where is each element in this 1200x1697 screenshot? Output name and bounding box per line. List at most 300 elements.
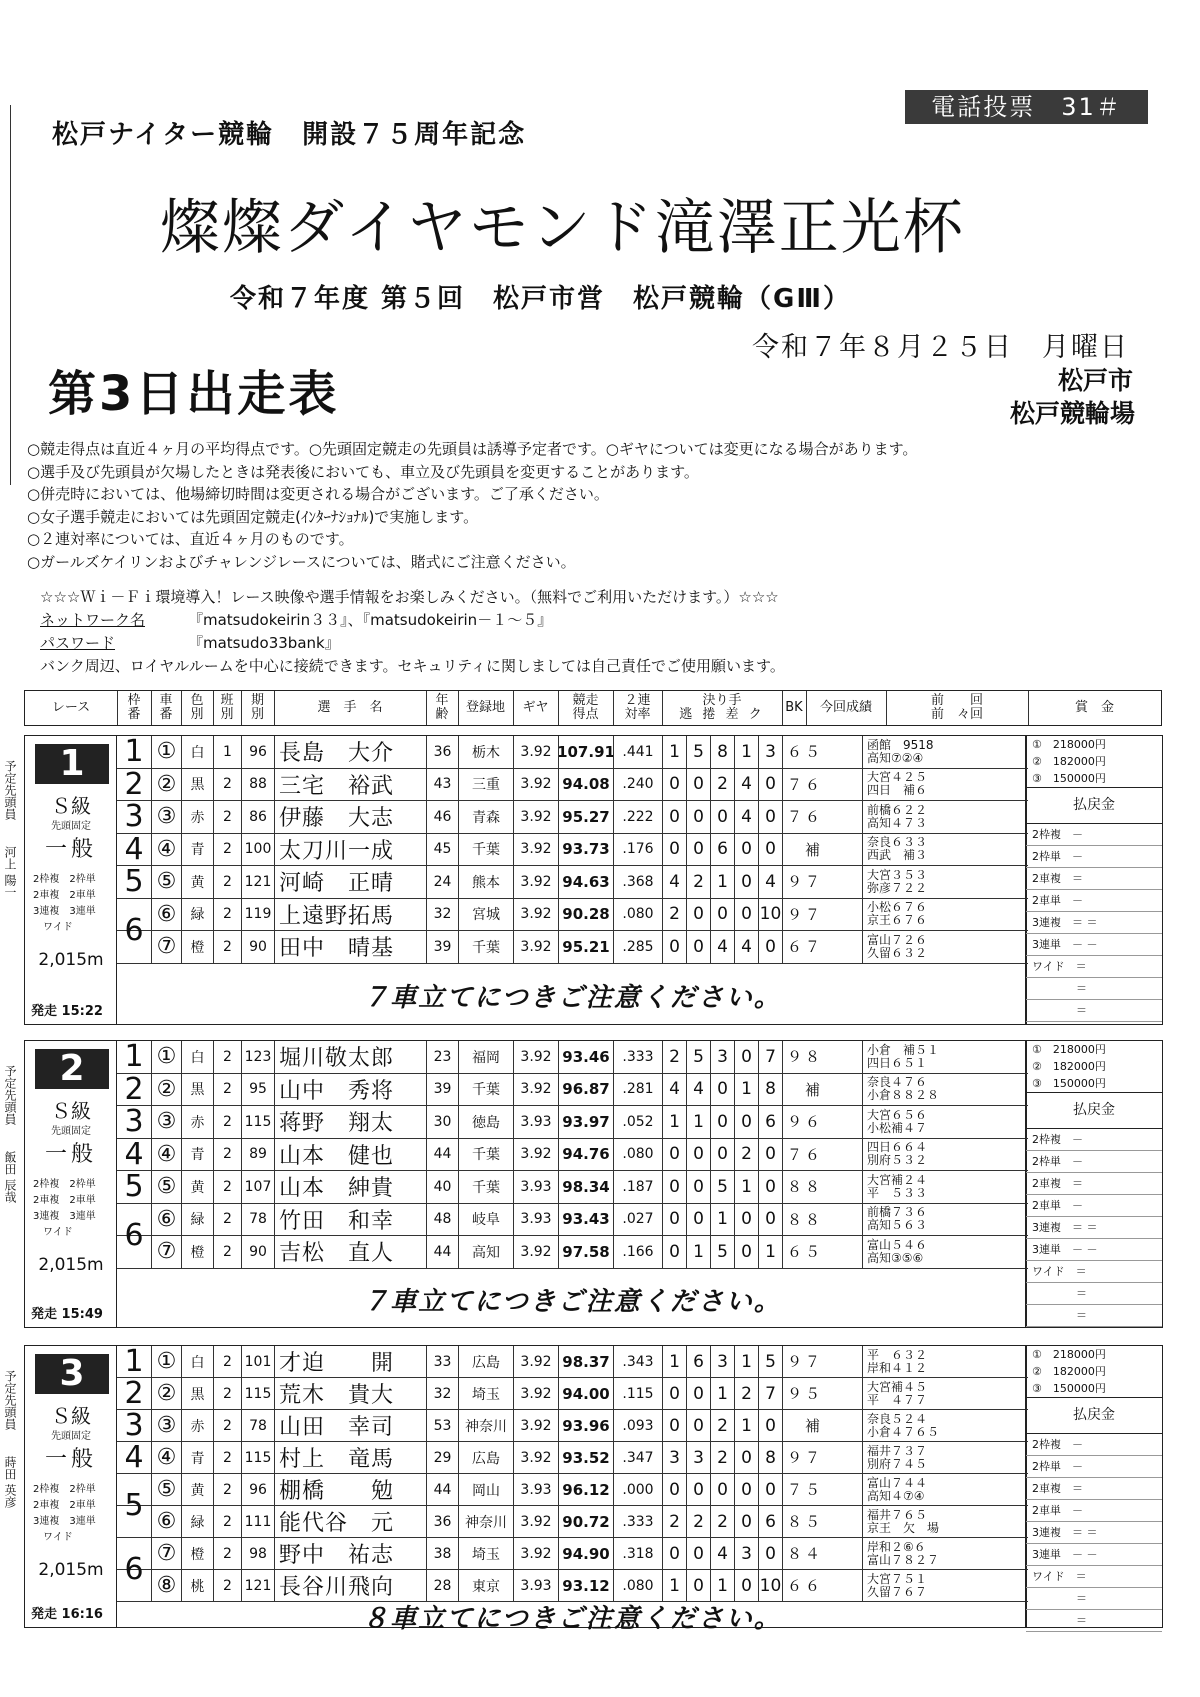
frame-number: 6 [117,899,151,964]
prev-result: 富山７２６ [867,932,928,947]
rider-name: 山本 健也 [274,1139,426,1171]
rider-bk: 10 [758,899,782,931]
rider-age: 46 [426,801,458,833]
rider-name: 野中 祐志 [274,1538,426,1569]
rider-age: 39 [426,931,458,963]
payout-row: ワイド ＝ [1026,1566,1162,1588]
rider-car: ⑥ [151,899,181,931]
frame-number: 5 [117,1171,151,1204]
rider-row [117,1378,1028,1410]
rider-color: 白 [181,1346,213,1377]
rider-region: 千葉 [458,1074,513,1106]
rider-color: 青 [181,1139,213,1171]
payout-row: 2車複 ＝ [1026,1478,1162,1500]
rider-results: ９７ [782,1346,862,1377]
payout-row: 3連単 － － [1026,934,1162,956]
rider-ki: 88 [241,769,274,801]
rider-points: 93.97 [558,1106,613,1138]
rider-rentai: .222 [613,801,662,833]
rider-bk: 6 [758,1106,782,1138]
rider-name: 堀川敬太郎 [274,1041,426,1073]
rider-age: 44 [426,1139,458,1171]
rider-gear: 3.92 [513,736,558,768]
main-title: 燦燦ダイヤモンド滝澤正光杯 [160,193,965,263]
rider-ki: 96 [241,1474,274,1505]
rider-han: 2 [213,1236,241,1268]
prize-amount: ① 218000円 [1032,1043,1106,1056]
rider-mark: 4 [734,931,758,963]
rider-region: 広島 [458,1442,513,1473]
rider-gear: 3.92 [513,769,558,801]
rider-sashi: 5 [710,1236,734,1268]
rider-prev-results [862,1378,1027,1409]
prev-prev-result: 久留６３２ [867,945,928,960]
rider-sashi: 0 [710,899,734,931]
rider-color: 緑 [181,1506,213,1537]
rider-makuri: 0 [686,1378,710,1409]
race-number: 1 [35,744,109,784]
rider-age: 36 [426,1506,458,1537]
race-start-time: 発走 16:16 [31,1607,103,1622]
rider-sashi: 2 [710,1410,734,1441]
frame-number: 4 [117,1139,151,1172]
rider-gear: 3.92 [513,834,558,866]
rider-name: 山中 秀将 [274,1074,426,1106]
rider-gear: 3.93 [513,1106,558,1138]
rider-mark: 0 [734,1204,758,1236]
rider-row [117,1074,1028,1107]
rider-mark: 1 [734,1410,758,1441]
rider-sashi: 0 [710,1106,734,1138]
rider-rentai: .318 [613,1538,662,1569]
prev-prev-result: 岸和４１２ [867,1360,928,1375]
rider-ki: 115 [241,1442,274,1473]
rider-color: 黒 [181,769,213,801]
rider-rentai: .176 [613,834,662,866]
rider-points: 98.34 [558,1171,613,1203]
rider-row [117,1538,1028,1570]
rider-color: 赤 [181,1106,213,1138]
rider-bk: 0 [758,1538,782,1569]
rider-mark: 0 [734,1474,758,1505]
rider-name: 吉松 直人 [274,1236,426,1268]
rider-results: ８８ [782,1171,862,1203]
pacer-label: 予定先頭員 [3,1065,17,1125]
rider-points: 94.63 [558,866,613,898]
rider-gear: 3.92 [513,1139,558,1171]
rider-age: 44 [426,1236,458,1268]
rider-mark: 1 [734,1171,758,1203]
rider-region: 埼玉 [458,1378,513,1409]
header-race: レース [51,700,91,715]
payout-row: 2車単 － [1026,1500,1162,1522]
rider-prev-results [862,866,1027,898]
rider-makuri: 0 [686,1570,710,1601]
frame-number: 2 [117,1378,151,1410]
rider-makuri: 2 [686,1506,710,1537]
rider-gear: 3.92 [513,866,558,898]
rider-nige: 3 [662,1442,686,1473]
rider-row [117,1139,1028,1172]
prev-result: 富山７４４ [867,1475,928,1490]
rider-rentai: .441 [613,736,662,768]
prev-prev-result: 小倉８８２８ [867,1088,940,1103]
race-info-panel [25,736,117,1024]
rider-bk: 0 [758,801,782,833]
prev-result: 平 ６３２ [867,1347,928,1362]
rider-name: 長谷川飛向 [274,1570,426,1601]
wifi-info [40,586,785,678]
rider-prev-results [862,1139,1027,1171]
rider-car: ⑤ [151,1171,181,1203]
rider-car: ⑤ [151,866,181,898]
frame-number: 2 [117,1074,151,1107]
rider-ki: 123 [241,1041,274,1073]
prev-prev-result: 平 ４７７ [867,1392,928,1407]
frame-number: 1 [117,1346,151,1378]
rider-points: 94.08 [558,769,613,801]
rider-name: 山本 紳貴 [274,1171,426,1203]
rider-color: 橙 [181,1538,213,1569]
rider-ki: 98 [241,1538,274,1569]
rider-rentai: .080 [613,1139,662,1171]
rider-makuri: 0 [686,931,710,963]
rider-nige: 4 [662,1074,686,1106]
rider-car: ③ [151,1410,181,1441]
rider-results: ７６ [782,801,862,833]
rider-makuri: 1 [686,1236,710,1268]
rider-bk: 3 [758,736,782,768]
rider-sashi: 0 [710,1074,734,1106]
rider-han: 2 [213,1506,241,1537]
rider-count-notice: ７車立てにつきご注意ください。 [362,1286,782,1317]
header-region: 登録地 [465,700,505,715]
rider-name: 河崎 正晴 [274,866,426,898]
rider-prev-results [862,801,1027,833]
payout-title: 払戻金 [1026,787,1162,824]
rider-prev-results [862,769,1027,801]
rider-nige: 0 [662,801,686,833]
header-color: 色 別 [190,693,204,722]
rider-prev-results [862,1474,1027,1505]
prev-prev-result: 高知③⑤⑥ [867,1250,924,1265]
rider-age: 28 [426,1570,458,1601]
rider-mark: 0 [734,1506,758,1537]
payout-title: 払戻金 [1026,1397,1162,1434]
header-name: 選 手 名 [317,700,383,715]
rider-bk: 0 [758,1410,782,1441]
rider-mark: 1 [734,1346,758,1377]
header-han: 班 別 [220,693,234,722]
prev-result: 前橋７３６ [867,1205,928,1220]
rider-mark: 2 [734,1378,758,1409]
rider-color: 緑 [181,899,213,931]
pacer-name: 蒔田 英彦 [3,1456,17,1508]
rider-row [117,866,1028,899]
rider-ki: 107 [241,1171,274,1203]
rider-points: 107.91 [558,736,613,768]
race-start-time: 発走 15:22 [31,1004,103,1019]
rider-mark: 0 [734,1106,758,1138]
rider-nige: 0 [662,1204,686,1236]
prev-prev-result: 京王 欠 場 [867,1520,940,1535]
pacer-label: 予定先頭員 [3,760,17,820]
rider-ki: 111 [241,1506,274,1537]
payout-row: 3連複 ＝ ＝ [1026,912,1162,934]
header-kimarite-types: 逃 捲 差 ク [679,707,765,722]
rider-prev-results [862,931,1027,963]
prev-result: 大宮補４５ [867,1379,928,1394]
rider-points: 94.90 [558,1538,613,1569]
rider-gear: 3.92 [513,931,558,963]
header-ki: 期 別 [250,693,264,722]
rider-gear: 3.93 [513,1204,558,1236]
wifi-network-label: ネットワーク名 [40,611,146,629]
payout-row: ワイド ＝ [1026,956,1162,978]
rider-region: 千葉 [458,1139,513,1171]
rider-results: ９７ [782,1442,862,1473]
rider-age: 30 [426,1106,458,1138]
rider-color: 緑 [181,1204,213,1236]
rider-ki: 78 [241,1204,274,1236]
rider-ki: 89 [241,1139,274,1171]
payout-row: 3連単 － － [1026,1239,1162,1261]
rider-age: 39 [426,1074,458,1106]
phone-vote-badge: 電話投票 31＃ [905,90,1148,124]
header-car: 車 番 [159,693,173,722]
rider-makuri: 0 [686,1139,710,1171]
rider-mark: 4 [734,769,758,801]
prev-result: 大宮６５６ [867,1107,928,1122]
rider-gear: 3.92 [513,1442,558,1473]
prev-result: 前橋６２２ [867,802,928,817]
wifi-password-label: パスワード [40,634,116,652]
payout-row: 3連複 ＝ ＝ [1026,1522,1162,1544]
rider-bk: 1 [758,1236,782,1268]
rider-ki: 121 [241,866,274,898]
bet-types [33,1482,117,1546]
rider-ki: 86 [241,801,274,833]
header-prize: 賞 金 [1074,700,1114,715]
rider-prev-results [862,1106,1027,1138]
race-distance: 2,015m [38,1255,104,1275]
rider-rentai: .000 [613,1474,662,1505]
race-grade: 一般 [44,837,97,862]
rider-gear: 3.92 [513,801,558,833]
rider-name: 上遠野拓馬 [274,899,426,931]
rider-rentai: .343 [613,1346,662,1377]
rider-region: 青森 [458,801,513,833]
prev-prev-result: 小松補４７ [867,1120,928,1135]
rider-row [117,1506,1028,1538]
payout-row: 2車複 ＝ [1026,1173,1162,1195]
rider-bk: 0 [758,1204,782,1236]
rider-points: 95.27 [558,801,613,833]
header-gear: ギヤ [522,700,549,715]
note-line: ○競走得点は直近４ヶ月の平均得点です。○先頭固定競走の先頭員は誘導予定者です。○ギヤについては変更になる場合があります。 [27,440,918,458]
rider-ki: 101 [241,1346,274,1377]
rider-car: ⑦ [151,1538,181,1569]
rider-bk: 0 [758,1171,782,1203]
rider-car: ④ [151,1442,181,1473]
rider-row [117,1171,1028,1204]
rider-gear: 3.93 [513,1171,558,1203]
rider-region: 岐阜 [458,1204,513,1236]
rider-points: 96.87 [558,1074,613,1106]
rider-gear: 3.92 [513,1041,558,1073]
rider-han: 2 [213,1041,241,1073]
rider-color: 橙 [181,931,213,963]
wifi-headline: ☆☆☆Ｗｉ－Ｆｉ環境導入！レース映像や選手情報をお楽しみください。（無料でご利用いただけます。）☆☆☆ [40,588,779,606]
prev-result: 奈良４７６ [867,1075,928,1090]
rider-ki: 96 [241,736,274,768]
bet-type-row: ワイド [33,922,73,933]
rider-car: ④ [151,834,181,866]
bet-type-row: 2枠複 2枠単 [33,1484,96,1495]
rider-name: 長島 大介 [274,736,426,768]
race-number: 2 [35,1049,109,1089]
prev-prev-result: 高知４７３ [867,815,928,830]
prev-prev-result: 平 ５３３ [867,1185,928,1200]
rider-gear: 3.92 [513,899,558,931]
prev-result: 富山５４６ [867,1237,928,1252]
payout-row: 2枠単 － [1026,846,1162,868]
rider-results: ６６ [782,1570,862,1601]
rider-region: 栃木 [458,736,513,768]
rider-car: ⑥ [151,1506,181,1537]
rider-results: ９７ [782,899,862,931]
rider-car: ① [151,736,181,768]
rider-row [117,1346,1028,1378]
rider-name: 田中 晴基 [274,931,426,963]
rider-car: ① [151,1346,181,1377]
rider-results: ９６ [782,1106,862,1138]
rider-makuri: 0 [686,1538,710,1569]
rider-results: ８８ [782,1204,862,1236]
rider-han: 2 [213,1538,241,1569]
payout-row: ＝ [1026,1610,1162,1632]
rider-region: 広島 [458,1346,513,1377]
rider-mark: 0 [734,1236,758,1268]
rider-count-notice: ７車立てにつきご注意ください。 [362,982,782,1013]
rider-region: 千葉 [458,931,513,963]
rider-name: 三宅 裕武 [274,769,426,801]
rider-row [117,1041,1028,1074]
rider-results: ６５ [782,1236,862,1268]
rider-age: 44 [426,1474,458,1505]
rider-rentai: .333 [613,1506,662,1537]
rider-makuri: 1 [686,1106,710,1138]
rider-prev-results [862,1171,1027,1203]
race-format: 先頭固定 [51,821,91,832]
prize-amount: ② 182000円 [1032,1365,1106,1378]
rider-rentai: .080 [613,899,662,931]
rider-nige: 4 [662,866,686,898]
frame-number: 3 [117,1410,151,1442]
rider-gear: 3.92 [513,1538,558,1569]
rider-gear: 3.92 [513,1346,558,1377]
rider-points: 96.12 [558,1474,613,1505]
rider-sashi: 1 [710,1204,734,1236]
rider-nige: 0 [662,1139,686,1171]
note-line: ○ガールズケイリンおよびチャレンジレースについては、賭式にご注意ください。 [27,552,576,571]
race-grade: 一般 [44,1447,97,1472]
rider-han: 1 [213,736,241,768]
rider-color: 黄 [181,866,213,898]
rider-mark: 0 [734,1442,758,1473]
rider-ki: 90 [241,931,274,963]
rider-mark: 0 [734,834,758,866]
rider-results: ７６ [782,1139,862,1171]
rider-age: 40 [426,1171,458,1203]
rider-name: 能代谷 元 [274,1506,426,1537]
prize-amount: ② 182000円 [1032,1060,1106,1073]
rider-points: 93.46 [558,1041,613,1073]
payout-row: 2車単 － [1026,890,1162,912]
rider-mark: 1 [734,1074,758,1106]
rider-makuri: 0 [686,1171,710,1203]
rider-row [117,736,1028,769]
rider-sashi: 4 [710,931,734,963]
rider-car: ⑦ [151,931,181,963]
frame-number: 4 [117,1442,151,1474]
frame-number: 5 [117,1474,151,1538]
rider-rentai: .281 [613,1074,662,1106]
prize-amount: ③ 150000円 [1032,1077,1106,1090]
rider-han: 2 [213,1474,241,1505]
rider-name: 竹田 和幸 [274,1204,426,1236]
rider-han: 2 [213,1410,241,1441]
rider-color: 黒 [181,1378,213,1409]
rider-color: 赤 [181,1410,213,1441]
note-line: ○選手及び先頭員が欠場したときは発表後においても、車立及び先頭員を変更することがあります。 [27,462,699,481]
rider-color: 桃 [181,1570,213,1601]
rider-makuri: 0 [686,899,710,931]
pacer-name: 飯田 辰哉 [3,1151,17,1203]
rider-prev-results [862,1570,1027,1601]
event-subtitle: 松戸ナイター競輪 開設７５周年記念 [52,120,527,150]
payout-row: ＝ [1026,978,1162,1000]
race-date: 令和７年８月２５日 月曜日 [752,332,1129,363]
frame-number: 3 [117,801,151,834]
rider-nige: 0 [662,1538,686,1569]
rider-sashi: 4 [710,1538,734,1569]
rider-row [117,1236,1028,1269]
rider-name: 蒋野 翔太 [274,1106,426,1138]
rider-ki: 78 [241,1410,274,1441]
rider-han: 2 [213,1442,241,1473]
rider-region: 千葉 [458,1171,513,1203]
prize-amount: ③ 150000円 [1032,772,1106,785]
header-kimarite-top: 決り手 [702,693,742,708]
rider-makuri: 0 [686,769,710,801]
rider-row [117,1474,1028,1506]
header-kimarite [662,691,782,725]
rider-han: 2 [213,1204,241,1236]
city-name: 松戸市 [1058,366,1134,395]
payout-row: 2枠複 － [1026,1129,1162,1151]
rider-results: ８５ [782,1506,862,1537]
rider-age: 43 [426,769,458,801]
payout-row: 3連複 ＝ ＝ [1026,1217,1162,1239]
header-waku: 枠 番 [127,693,141,722]
frame-number: 2 [117,769,151,802]
bet-type-row: 2枠複 2枠単 [33,1179,96,1190]
rider-mark: 1 [734,736,758,768]
rider-results: ７５ [782,1474,862,1505]
rider-bk: 7 [758,1041,782,1073]
rider-rentai: .166 [613,1236,662,1268]
